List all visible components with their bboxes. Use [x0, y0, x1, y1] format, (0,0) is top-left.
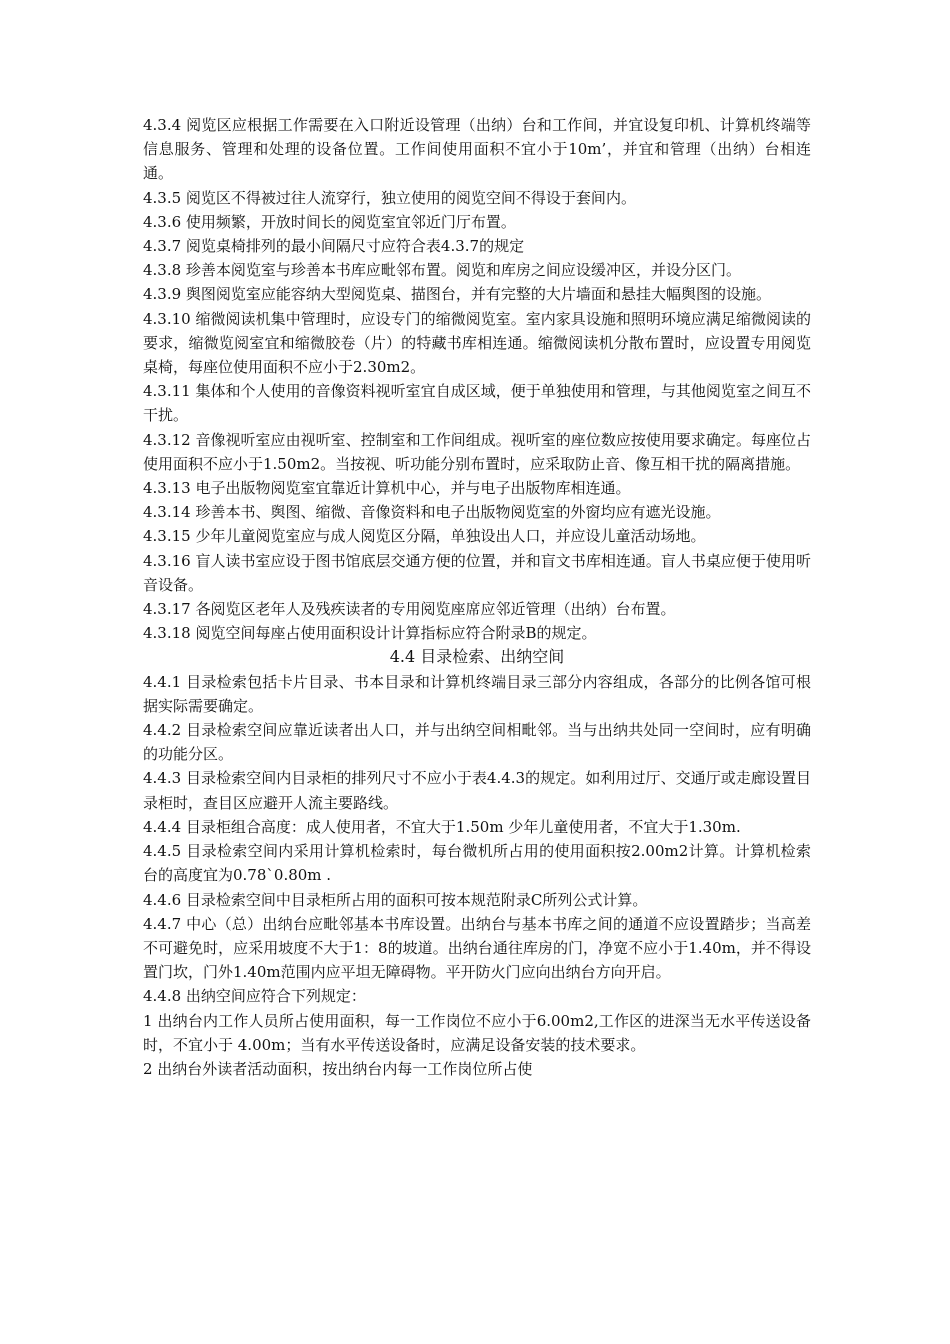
list-item-1: 1 出纳台内工作人员所占使用面积，每一工作岗位不应小于6.00m2,工作区的进深当无水平传送设备时，不宜小于 4.00m；当有水平传送设备时，应满足设备安装的技术要求。 [143, 1011, 811, 1054]
section-heading-4-4: 4.4 目录检索、出纳空间 [389, 647, 565, 667]
paragraph-4-4-4: 4.4.4 目录柜组合高度：成人使用者，不宜大于1.50m 少年儿童使用者，不宜大于1.30m. [143, 817, 741, 836]
paragraph-4-4-8: 4.4.8 出纳空间应符合下列规定： [143, 987, 366, 1006]
paragraph-4-3-7: 4.3.7 阅览桌椅排列的最小间隔尺寸应符合表4.3.7的规定 [143, 237, 525, 256]
paragraph-4-4-5: 4.4.5 目录检索空间内采用计算机检索时，每台微机所占用的使用面积按2.00m2计算。计算机检索台的高度宜为0.78`0.80m . [143, 842, 811, 885]
paragraph-4-3-8: 4.3.8 珍善本阅览室与珍善本书库应毗邻布置。阅览和库房之间应设缓冲区，并设分区门。 [143, 261, 741, 280]
paragraph-4-3-13: 4.3.13 电子出版物阅览室宜靠近计算机中心，并与电子出版物库相连通。 [143, 479, 631, 498]
paragraph-4-3-9: 4.3.9 舆图阅览室应能容纳大型阅览桌、描图台，并有完整的大片墙面和悬挂大幅舆图的设施。 [143, 285, 771, 304]
paragraph-4-3-17: 4.3.17 各阅览区老年人及残疾读者的专用阅览座席应邻近管理（出纳）台布置。 [143, 600, 676, 619]
paragraph-4-4-1: 4.4.1 目录检索包括卡片目录、书本目录和计算机终端目录三部分内容组成，各部分的比例各馆可根据实际需要确定。 [143, 672, 811, 715]
paragraph-4-3-18: 4.3.18 阅览空间每座占使用面积设计计算指标应符合附录B的规定。 [143, 624, 597, 643]
paragraph-4-3-10: 4.3.10 缩微阅读机集中管理时，应设专门的缩微阅览室。室内家具设施和照明环境应满足缩微阅读的要求，缩微览阅室宜和缩微胶卷（片）的特藏书库相连通。缩微阅读机分散布置时，应设置专用阅览桌椅，每座位使用面积不应小于2.30m2。 [143, 309, 811, 377]
paragraph-4-4-7: 4.4.7 中心（总）出纳台应毗邻基本书库设置。出纳台与基本书库之间的通道不应设置踏步；当高差不可避免时，应采用坡度不大于1：8的坡道。出纳台通往库房的门，净宽不应小于1.40m，并不得设置门坎，门外1.40m范围内应平坦无障碍物。平开防火门应向出纳台方向开启。 [143, 914, 811, 982]
paragraph-4-4-6: 4.4.6 目录检索空间中目录柜所占用的面积可按本规范附录C所列公式计算。 [143, 890, 648, 909]
document-page [143, 113, 811, 1081]
paragraph-4-3-16: 4.3.16 盲人读书室应设于图书馆底层交通方便的位置，并和盲文书库相连通。盲人书桌应便于使用听音设备。 [143, 551, 811, 594]
paragraph-4-3-15: 4.3.15 少年儿童阅览室应与成人阅览区分隔，单独设出人口，并应设儿童活动场地。 [143, 527, 706, 546]
paragraph-4-4-3: 4.4.3 目录检索空间内目录柜的排列尺寸不应小于表4.4.3的规定。如利用过厅、交通厅或走廊设置目录柜时，查目区应避开人流主要路线。 [143, 769, 811, 812]
paragraph-4-3-4: 4.3.4 阅览区应根据工作需要在入口附近设管理（出纳）台和工作间，并宜设复印机、计算机终端等信息服务、管理和处理的设备位置。工作间使用面积不宜小于10m’，并宜和管理（出纳）台相连通。 [143, 116, 811, 183]
paragraph-4-3-5: 4.3.5 阅览区不得被过往人流穿行，独立使用的阅览空间不得设于套间内。 [143, 188, 636, 207]
paragraph-4-3-11: 4.3.11 集体和个人使用的音像资料视听室宜自成区域，便于单独使用和管理，与其他阅览室之间互不干扰。 [143, 382, 811, 425]
list-item-2: 2 出纳台外读者活动面积，按出纳台内每一工作岗位所占使 [143, 1059, 533, 1078]
paragraph-4-3-6: 4.3.6 使用频繁，开放时间长的阅览室宜邻近门厅布置。 [143, 212, 516, 231]
paragraph-4-3-12: 4.3.12 音像视听室应由视听室、控制室和工作间组成。视听室的座位数应按使用要求确定。每座位占使用面积不应小于1.50m2。当按视、听功能分别布置时，应采取防止音、像互相干扰的隔离措施。 [143, 430, 811, 473]
paragraph-4-4-2: 4.4.2 目录检索空间应靠近读者出人口，并与出纳空间相毗邻。当与出纳共处同一空间时，应有明确的功能分区。 [143, 721, 811, 764]
paragraph-4-3-14: 4.3.14 珍善本书、舆图、缩微、音像资料和电子出版物阅览室的外窗均应有遮光设施。 [143, 503, 721, 522]
